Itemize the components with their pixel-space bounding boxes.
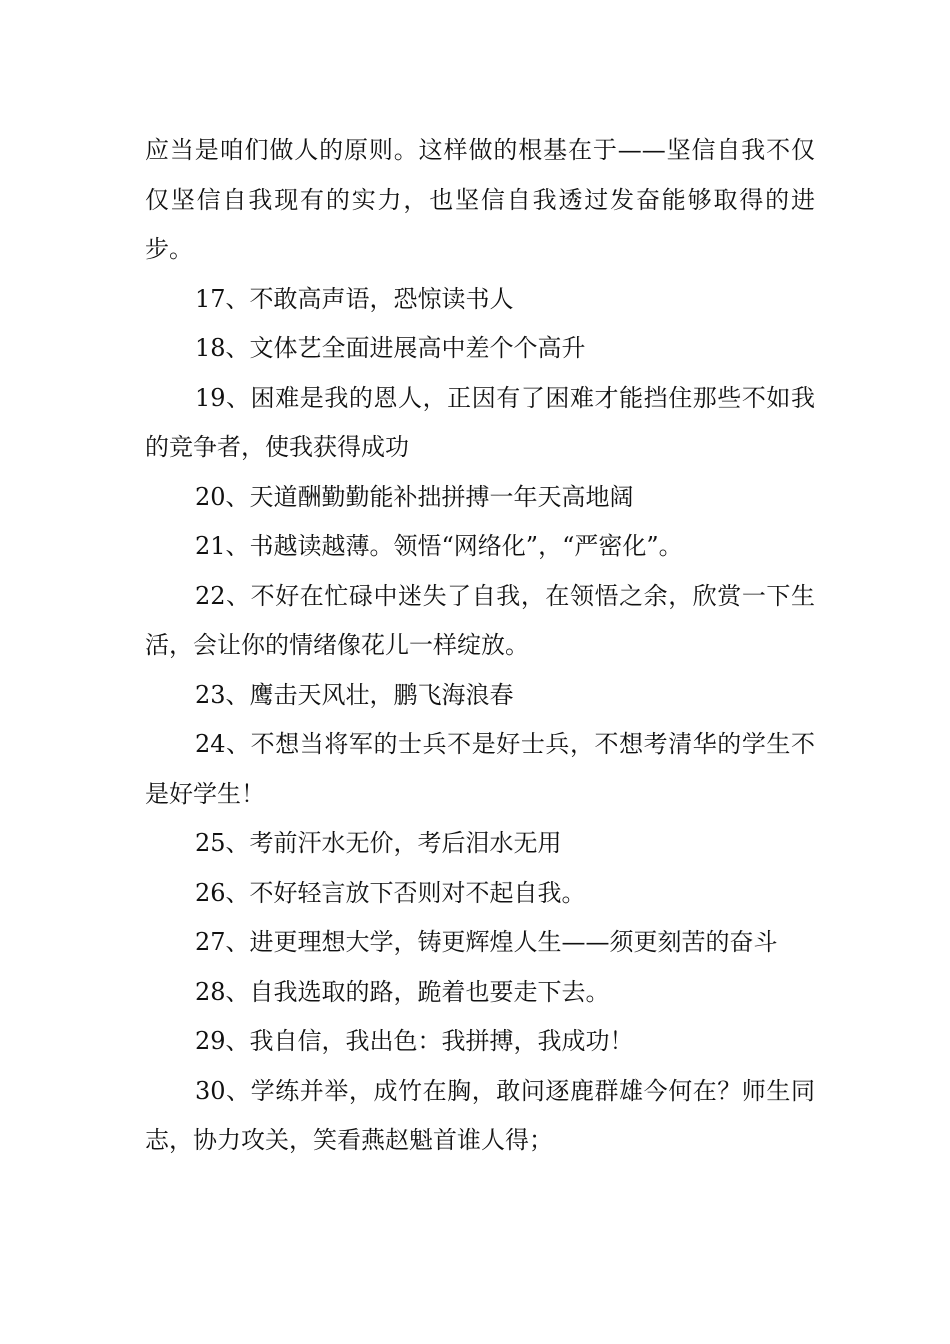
paragraph: 应当是咱们做人的原则。这样做的根基在于——坚信自我不仅仅坚信自我现有的实力，也坚信自我透过发奋能够取得的进步。	[145, 136, 815, 263]
list-item: 23、鹰击天风壮，鹏飞海浪春	[195, 680, 514, 709]
list-item: 17、不敢高声语，恐惊读书人	[195, 284, 514, 313]
list-item: 30、学练并举，成竹在胸，敢问逐鹿群雄今何在？师生同志，协力攻关，笑看燕赵魁首谁人得；	[145, 1076, 815, 1154]
list-item: 28、自我选取的路，跪着也要走下去。	[195, 977, 610, 1006]
list-item: 29、我自信，我出色：我拼搏，我成功！	[195, 1027, 634, 1055]
list-item: 21、书越读越薄。领悟“网络化”，“严密化”。	[195, 532, 683, 560]
list-item: 20、天道酬勤勤能补拙拼搏一年天高地阔	[195, 482, 634, 511]
list-item: 22、不好在忙碌中迷失了自我，在领悟之余，欣赏一下生活，会让你的情绪像花儿一样绽放。	[145, 581, 815, 659]
list-item: 18、文体艺全面进展高中差个个高升	[195, 334, 586, 362]
list-item: 24、不想当将军的士兵不是好士兵，不想考清华的学生不是好学生！	[145, 730, 815, 808]
document-body	[145, 126, 815, 1166]
list-item: 25、考前汗水无价，考后泪水无用	[195, 829, 562, 857]
list-item: 26、不好轻言放下否则对不起自我。	[195, 878, 586, 907]
list-item: 27、进更理想大学，铸更辉煌人生——须更刻苦的奋斗	[195, 928, 778, 956]
list-item: 19、困难是我的恩人，正因有了困难才能挡住那些不如我的竞争者，使我获得成功	[145, 383, 815, 461]
